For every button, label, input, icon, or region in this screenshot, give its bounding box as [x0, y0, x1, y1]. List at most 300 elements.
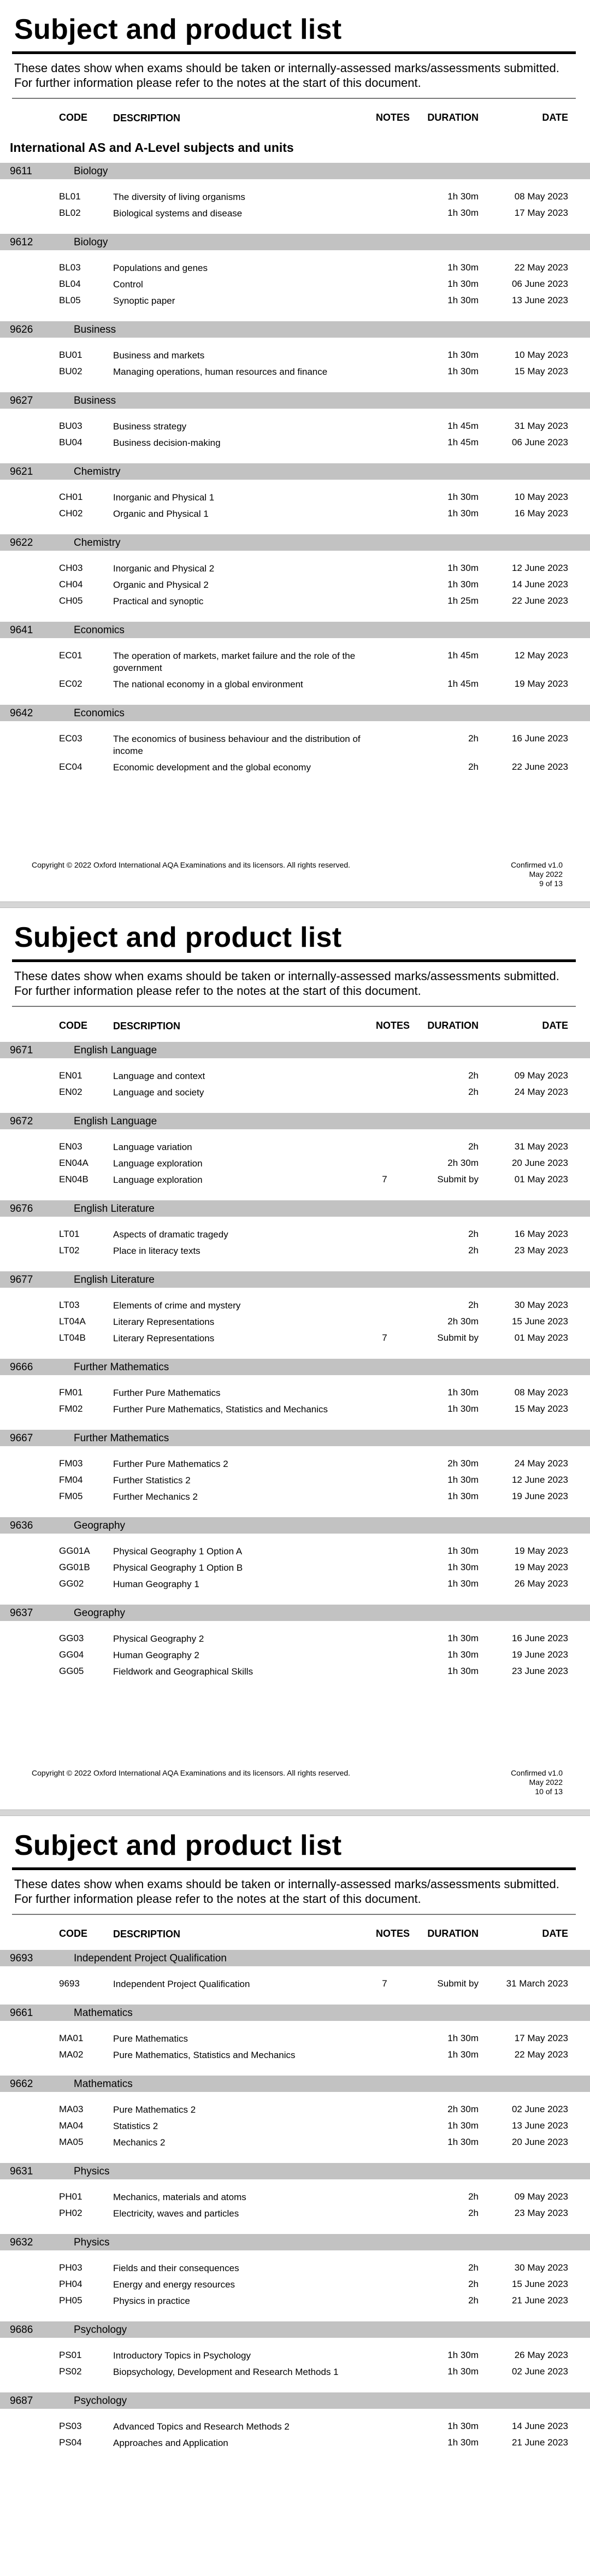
- unit-row: [0, 1316, 590, 1328]
- footer-month: May 2022: [529, 1778, 563, 1787]
- subject-code: 9632: [10, 2237, 33, 2248]
- unit-code: EC03: [59, 733, 82, 744]
- unit-duration: 1h 30m: [447, 2437, 479, 2448]
- unit-description: Control: [113, 279, 143, 290]
- unit-code: PS03: [59, 2421, 82, 2431]
- unit-date: 17 May 2023: [514, 2033, 568, 2043]
- unit-code: EC01: [59, 650, 82, 661]
- unit-description: Elements of crime and mystery: [113, 1300, 241, 1311]
- unit-date: 15 May 2023: [514, 1404, 568, 1414]
- unit-date: 22 June 2023: [511, 596, 568, 606]
- unit-description: The economics of business behaviour and the distribution of income: [113, 734, 361, 756]
- unit-date: 14 June 2023: [511, 579, 568, 590]
- subject-group-header: [0, 705, 590, 721]
- subject-name: Independent Project Qualification: [74, 1953, 227, 1964]
- unit-list: [0, 1375, 590, 1424]
- unit-duration: 1h 30m: [447, 1387, 479, 1398]
- unit-date: 26 May 2023: [514, 2350, 568, 2360]
- unit-description: Electricity, waves and particles: [113, 2208, 239, 2219]
- unit-row: [0, 1458, 590, 1470]
- subject-name: English Language: [74, 1116, 157, 1127]
- unit-duration: 1h 45m: [447, 437, 479, 447]
- unit-date: 24 May 2023: [514, 1458, 568, 1469]
- unit-date: 09 May 2023: [514, 2191, 568, 2202]
- unit-row: [0, 762, 590, 774]
- unit-duration: 1h 30m: [447, 563, 479, 573]
- unit-code: PS01: [59, 2350, 82, 2360]
- unit-date: 15 May 2023: [514, 366, 568, 376]
- unit-duration: 1h 30m: [447, 2366, 479, 2377]
- unit-description: Inorganic and Physical 2: [113, 563, 215, 574]
- unit-description: Place in literacy texts: [113, 1246, 200, 1256]
- unit-date: 16 May 2023: [514, 508, 568, 518]
- unit-code: CH01: [59, 492, 83, 502]
- unit-duration: 1h 30m: [447, 579, 479, 590]
- subject-code: 9676: [10, 1203, 33, 1215]
- unit-duration: 1h 30m: [447, 508, 479, 518]
- unit-code: BL04: [59, 279, 81, 289]
- subject-name: Mathematics: [74, 2007, 133, 2019]
- subject-code: 9631: [10, 2166, 33, 2177]
- unit-code: MA02: [59, 2049, 84, 2060]
- unit-description: Managing operations, human resources and finance: [113, 367, 328, 377]
- subject-group-header: [0, 1113, 590, 1129]
- footer-page: 9 of 13: [539, 879, 563, 888]
- unit-list: [0, 2092, 590, 2158]
- unit-duration: 1h 30m: [447, 295, 479, 305]
- column-headers: [0, 1925, 590, 1944]
- unit-row: [0, 366, 590, 378]
- unit-duration: Submit by: [437, 1174, 479, 1184]
- version-info: [511, 860, 563, 888]
- unit-code: PH04: [59, 2279, 82, 2289]
- unit-list: [0, 1058, 590, 1107]
- intro-rule: [12, 98, 576, 99]
- unit-code: EC04: [59, 762, 82, 772]
- unit-duration: 1h 30m: [447, 1562, 479, 1572]
- column-headers: [0, 1017, 590, 1036]
- unit-description: Business and markets: [113, 350, 205, 361]
- unit-list: [0, 1534, 590, 1599]
- unit-date: 02 June 2023: [511, 2366, 568, 2377]
- unit-notes: 7: [382, 1333, 387, 1343]
- unit-code: GG05: [59, 1666, 84, 1676]
- unit-row: [0, 2279, 590, 2291]
- unit-description: Language variation: [113, 1142, 192, 1152]
- unit-duration: 1h 30m: [447, 350, 479, 360]
- unit-code: FM02: [59, 1404, 83, 1414]
- unit-description: Fieldwork and Geographical Skills: [113, 1666, 253, 1677]
- unit-duration: 2h: [468, 1141, 479, 1152]
- unit-row: [0, 1546, 590, 1558]
- column-header-notes: NOTES: [376, 112, 410, 123]
- unit-code: BU02: [59, 366, 82, 376]
- unit-duration: Submit by: [437, 1333, 479, 1343]
- unit-date: 26 May 2023: [514, 1578, 568, 1589]
- unit-row: [0, 2120, 590, 2132]
- unit-code: BL01: [59, 191, 81, 202]
- title-rule: [12, 1867, 576, 1870]
- unit-date: 22 June 2023: [511, 762, 568, 772]
- unit-row: [0, 1229, 590, 1241]
- unit-list: [0, 2338, 590, 2387]
- unit-list: [0, 1129, 590, 1195]
- unit-row: [0, 2366, 590, 2378]
- unit-list: [0, 2021, 590, 2070]
- subject-group-header: [0, 1271, 590, 1288]
- unit-code: MA05: [59, 2137, 84, 2147]
- unit-code: BU03: [59, 421, 82, 431]
- subject-code: 9612: [10, 237, 33, 248]
- unit-duration: 2h: [468, 1300, 479, 1310]
- unit-row: [0, 1578, 590, 1590]
- unit-description: Practical and synoptic: [113, 596, 204, 606]
- column-header-code: CODE: [59, 1020, 88, 1031]
- unit-description: Pure Mathematics 2: [113, 2105, 196, 2115]
- unit-description: Inorganic and Physical 1: [113, 492, 215, 503]
- unit-row: [0, 208, 590, 220]
- unit-duration: 1h 30m: [447, 1633, 479, 1643]
- subject-code: 9611: [10, 166, 32, 177]
- subject-code: 9662: [10, 2078, 33, 2090]
- column-header-date: DATE: [542, 1020, 568, 1031]
- unit-row: [0, 1491, 590, 1503]
- unit-date: 01 May 2023: [514, 1174, 568, 1184]
- unit-row: [0, 191, 590, 203]
- unit-list: [0, 2409, 590, 2458]
- unit-code: FM03: [59, 1458, 83, 1469]
- unit-description: Introductory Topics in Psychology: [113, 2350, 251, 2361]
- unit-code: FM05: [59, 1491, 83, 1501]
- subject-name: English Literature: [74, 1203, 155, 1215]
- unit-row: [0, 563, 590, 575]
- unit-code: GG04: [59, 1649, 84, 1660]
- unit-row: [0, 579, 590, 591]
- unit-date: 30 May 2023: [514, 1300, 568, 1310]
- unit-date: 20 June 2023: [511, 1158, 568, 1168]
- column-header-date: DATE: [542, 112, 568, 123]
- unit-description: Economic development and the global economy: [113, 762, 311, 773]
- unit-duration: 1h 30m: [447, 492, 479, 502]
- unit-description: Pure Mathematics, Statistics and Mechanics: [113, 2050, 296, 2060]
- subject-group-header: [0, 2392, 590, 2409]
- subject-group-header: [0, 321, 590, 338]
- unit-row: [0, 2137, 590, 2149]
- unit-list: [0, 2179, 590, 2229]
- subject-name: Biology: [74, 237, 108, 248]
- column-header-date: DATE: [542, 1928, 568, 1939]
- unit-description: Mechanics 2: [113, 2137, 166, 2148]
- unit-description: Fields and their consequences: [113, 2263, 239, 2273]
- unit-duration: Submit by: [437, 1978, 479, 1989]
- column-header-duration: DURATION: [427, 112, 479, 123]
- unit-row: [0, 1978, 590, 1990]
- unit-row: [0, 1300, 590, 1312]
- unit-date: 13 June 2023: [511, 295, 568, 305]
- unit-duration: 2h: [468, 1229, 479, 1239]
- unit-code: MA01: [59, 2033, 84, 2043]
- subject-group-header: [0, 392, 590, 409]
- unit-code: MA03: [59, 2104, 84, 2114]
- unit-description: Aspects of dramatic tragedy: [113, 1229, 228, 1240]
- unit-list: [0, 721, 590, 782]
- unit-description: Physical Geography 1 Option A: [113, 1546, 243, 1557]
- page: [0, 908, 590, 1809]
- unit-date: 21 June 2023: [511, 2295, 568, 2306]
- column-header-duration: DURATION: [427, 1020, 479, 1031]
- unit-code: CH02: [59, 508, 83, 518]
- unit-code: EC02: [59, 679, 82, 689]
- unit-description: Further Pure Mathematics, Statistics and Mechanics: [113, 1404, 328, 1414]
- unit-row: [0, 350, 590, 362]
- page-title: Subject and product list: [14, 1830, 342, 1861]
- subject-code: 9672: [10, 1116, 33, 1127]
- unit-description: Business decision-making: [113, 438, 221, 448]
- subject-code: 9637: [10, 1607, 33, 1619]
- unit-code: PH01: [59, 2191, 82, 2202]
- unit-duration: 1h 30m: [447, 1475, 479, 1485]
- unit-code: 9693: [59, 1978, 80, 1989]
- unit-row: [0, 2421, 590, 2433]
- unit-date: 16 May 2023: [514, 1229, 568, 1239]
- unit-duration: 1h 25m: [447, 596, 479, 606]
- unit-duration: 1h 30m: [447, 1666, 479, 1676]
- footer-confirmed: Confirmed v1.0: [511, 860, 563, 869]
- unit-code: PH02: [59, 2208, 82, 2218]
- unit-description: Advanced Topics and Research Methods 2: [113, 2421, 290, 2432]
- subject-code: 9626: [10, 324, 33, 335]
- unit-duration: 1h 30m: [447, 2137, 479, 2147]
- subject-code: 9667: [10, 1433, 33, 1444]
- unit-list: [0, 551, 590, 616]
- unit-code: PS04: [59, 2437, 82, 2448]
- unit-duration: 1h 30m: [447, 1404, 479, 1414]
- unit-row: [0, 2262, 590, 2274]
- subject-name: Economics: [74, 624, 125, 636]
- copyright-notice: Copyright © 2022 Oxford International AQA Examinations and its licensors. All rights reserved.: [32, 1769, 351, 1777]
- unit-code: EN04B: [59, 1174, 88, 1184]
- unit-duration: 1h 30m: [447, 279, 479, 289]
- unit-row: [0, 2104, 590, 2116]
- column-header-description: DESCRIPTION: [113, 1929, 181, 1940]
- subject-name: Psychology: [74, 2324, 127, 2336]
- unit-date: 23 June 2023: [511, 1666, 568, 1676]
- unit-row: [0, 1475, 590, 1487]
- unit-date: 15 June 2023: [511, 2279, 568, 2289]
- subject-group-header: [0, 2163, 590, 2179]
- unit-row: [0, 295, 590, 307]
- unit-code: EN02: [59, 1087, 82, 1097]
- unit-date: 22 May 2023: [514, 262, 568, 273]
- unit-duration: 1h 30m: [447, 1546, 479, 1556]
- unit-row: [0, 733, 590, 757]
- title-rule: [12, 959, 576, 962]
- page: [0, 1816, 590, 2572]
- unit-duration: 1h 30m: [447, 262, 479, 273]
- unit-description: Pure Mathematics: [113, 2033, 188, 2044]
- unit-date: 12 May 2023: [514, 650, 568, 661]
- subject-name: English Literature: [74, 1274, 155, 1286]
- unit-duration: 2h 30m: [447, 2104, 479, 2114]
- subject-code: 9687: [10, 2395, 33, 2407]
- unit-notes: 7: [382, 1174, 387, 1184]
- unit-description: Literary Representations: [113, 1333, 215, 1343]
- copyright-notice: Copyright © 2022 Oxford International AQA Examinations and its licensors. All rights reserved.: [32, 860, 351, 869]
- unit-date: 06 June 2023: [511, 279, 568, 289]
- unit-row: [0, 421, 590, 433]
- unit-date: 23 May 2023: [514, 1245, 568, 1255]
- unit-row: [0, 1333, 590, 1345]
- subject-group-header: [0, 1042, 590, 1058]
- unit-list: [0, 338, 590, 387]
- unit-description: Language and society: [113, 1087, 204, 1098]
- unit-description: Biological systems and disease: [113, 208, 243, 219]
- subject-code: 9621: [10, 466, 33, 478]
- subject-code: 9641: [10, 624, 33, 636]
- unit-code: PH03: [59, 2262, 82, 2273]
- subject-name: Business: [74, 395, 116, 406]
- unit-row: [0, 679, 590, 691]
- version-info: [511, 1769, 563, 1796]
- unit-description: Organic and Physical 1: [113, 509, 209, 519]
- unit-description: Language and context: [113, 1071, 205, 1081]
- unit-duration: 2h: [468, 2262, 479, 2273]
- unit-row: [0, 2049, 590, 2061]
- unit-row: [0, 1387, 590, 1399]
- subject-group-header: [0, 234, 590, 250]
- subject-code: 9686: [10, 2324, 33, 2336]
- subject-code: 9693: [10, 1953, 33, 1964]
- unit-code: CH03: [59, 563, 83, 573]
- unit-row: [0, 1087, 590, 1099]
- footer-month: May 2022: [529, 870, 563, 879]
- unit-date: 19 May 2023: [514, 1546, 568, 1556]
- subject-code: 9671: [10, 1045, 33, 1056]
- unit-date: 21 June 2023: [511, 2437, 568, 2448]
- unit-code: FM04: [59, 1475, 83, 1485]
- unit-row: [0, 1141, 590, 1153]
- unit-code: GG03: [59, 1633, 84, 1643]
- unit-list: [0, 480, 590, 529]
- intro-text: These dates show when exams should be taken or internally-assessed marks/assessments submitted. For further information please refer to the notes at the start of this document.: [14, 1877, 559, 1906]
- unit-code: BU04: [59, 437, 82, 447]
- column-headers: [0, 109, 590, 128]
- unit-list: [0, 1288, 590, 1353]
- unit-description: The diversity of living organisms: [113, 192, 245, 202]
- subject-name: Business: [74, 324, 116, 335]
- unit-code: LT04A: [59, 1316, 86, 1327]
- unit-duration: 2h: [468, 733, 479, 744]
- unit-code: MA04: [59, 2120, 84, 2131]
- unit-description: Further Mechanics 2: [113, 1492, 198, 1502]
- subject-code: 9677: [10, 1274, 33, 1286]
- subject-name: Geography: [74, 1607, 126, 1619]
- unit-code: LT02: [59, 1245, 80, 1255]
- unit-duration: 2h 30m: [447, 1458, 479, 1469]
- column-header-notes: NOTES: [376, 1020, 410, 1031]
- unit-list: [0, 409, 590, 458]
- unit-description: Human Geography 2: [113, 1650, 199, 1660]
- subject-group-header: [0, 1430, 590, 1446]
- intro-text: These dates show when exams should be taken or internally-assessed marks/assessments submitted. For further information please refer to the notes at the start of this document.: [14, 61, 559, 90]
- unit-row: [0, 1404, 590, 1416]
- unit-description: Further Pure Mathematics 2: [113, 1459, 228, 1469]
- unit-date: 19 May 2023: [514, 1562, 568, 1572]
- unit-date: 16 June 2023: [511, 733, 568, 744]
- unit-description: Organic and Physical 2: [113, 580, 209, 590]
- subject-name: Economics: [74, 708, 125, 719]
- unit-row: [0, 1649, 590, 1661]
- unit-duration: 1h 30m: [447, 2421, 479, 2431]
- unit-list: [0, 179, 590, 228]
- unit-date: 31 May 2023: [514, 421, 568, 431]
- unit-duration: 2h: [468, 2208, 479, 2218]
- unit-row: [0, 2350, 590, 2362]
- subject-name: Chemistry: [74, 537, 121, 549]
- subject-group-header: [0, 2005, 590, 2021]
- unit-row: [0, 1562, 590, 1574]
- unit-description: Synoptic paper: [113, 296, 175, 306]
- unit-date: 20 June 2023: [511, 2137, 568, 2147]
- unit-description: Approaches and Application: [113, 2438, 228, 2448]
- unit-duration: 1h 30m: [447, 1578, 479, 1589]
- unit-date: 22 May 2023: [514, 2049, 568, 2060]
- unit-list: [0, 1217, 590, 1266]
- unit-code: BU01: [59, 350, 82, 360]
- footer-page: 10 of 13: [535, 1787, 563, 1796]
- unit-duration: 1h 30m: [447, 366, 479, 376]
- unit-row: [0, 650, 590, 674]
- subject-name: Mathematics: [74, 2078, 133, 2090]
- unit-date: 15 June 2023: [511, 1316, 568, 1327]
- unit-duration: 1h 30m: [447, 191, 479, 202]
- unit-duration: 2h: [468, 762, 479, 772]
- unit-description: Physical Geography 1 Option B: [113, 1563, 243, 1573]
- subject-group-header: [0, 1605, 590, 1621]
- subject-name: Further Mathematics: [74, 1361, 169, 1373]
- unit-description: Business strategy: [113, 421, 187, 432]
- unit-row: [0, 2208, 590, 2220]
- unit-row: [0, 508, 590, 520]
- unit-date: 10 May 2023: [514, 492, 568, 502]
- unit-code: GG02: [59, 1578, 84, 1589]
- unit-description: Energy and energy resources: [113, 2279, 235, 2290]
- subject-code: 9661: [10, 2007, 33, 2019]
- unit-row: [0, 2437, 590, 2449]
- unit-code: GG01A: [59, 1546, 90, 1556]
- unit-date: 31 March 2023: [506, 1978, 568, 1989]
- unit-date: 10 May 2023: [514, 350, 568, 360]
- subject-group-header: [0, 534, 590, 551]
- unit-code: BL05: [59, 295, 81, 305]
- unit-description: Mechanics, materials and atoms: [113, 2192, 246, 2202]
- unit-duration: 1h 30m: [447, 1491, 479, 1501]
- unit-row: [0, 596, 590, 608]
- unit-code: FM01: [59, 1387, 83, 1398]
- subject-name: Geography: [74, 1520, 126, 1531]
- unit-duration: 1h 45m: [447, 679, 479, 689]
- unit-duration: 2h: [468, 2191, 479, 2202]
- unit-code: EN03: [59, 1141, 82, 1152]
- intro-text: These dates show when exams should be taken or internally-assessed marks/assessments submitted. For further information please refer to the notes at the start of this document.: [14, 969, 559, 998]
- unit-list: [0, 250, 590, 316]
- unit-row: [0, 1245, 590, 1257]
- unit-date: 12 June 2023: [511, 563, 568, 573]
- page-separator: [0, 1809, 590, 1816]
- title-rule: [12, 51, 576, 54]
- subject-group-header: [0, 2076, 590, 2092]
- unit-date: 12 June 2023: [511, 1475, 568, 1485]
